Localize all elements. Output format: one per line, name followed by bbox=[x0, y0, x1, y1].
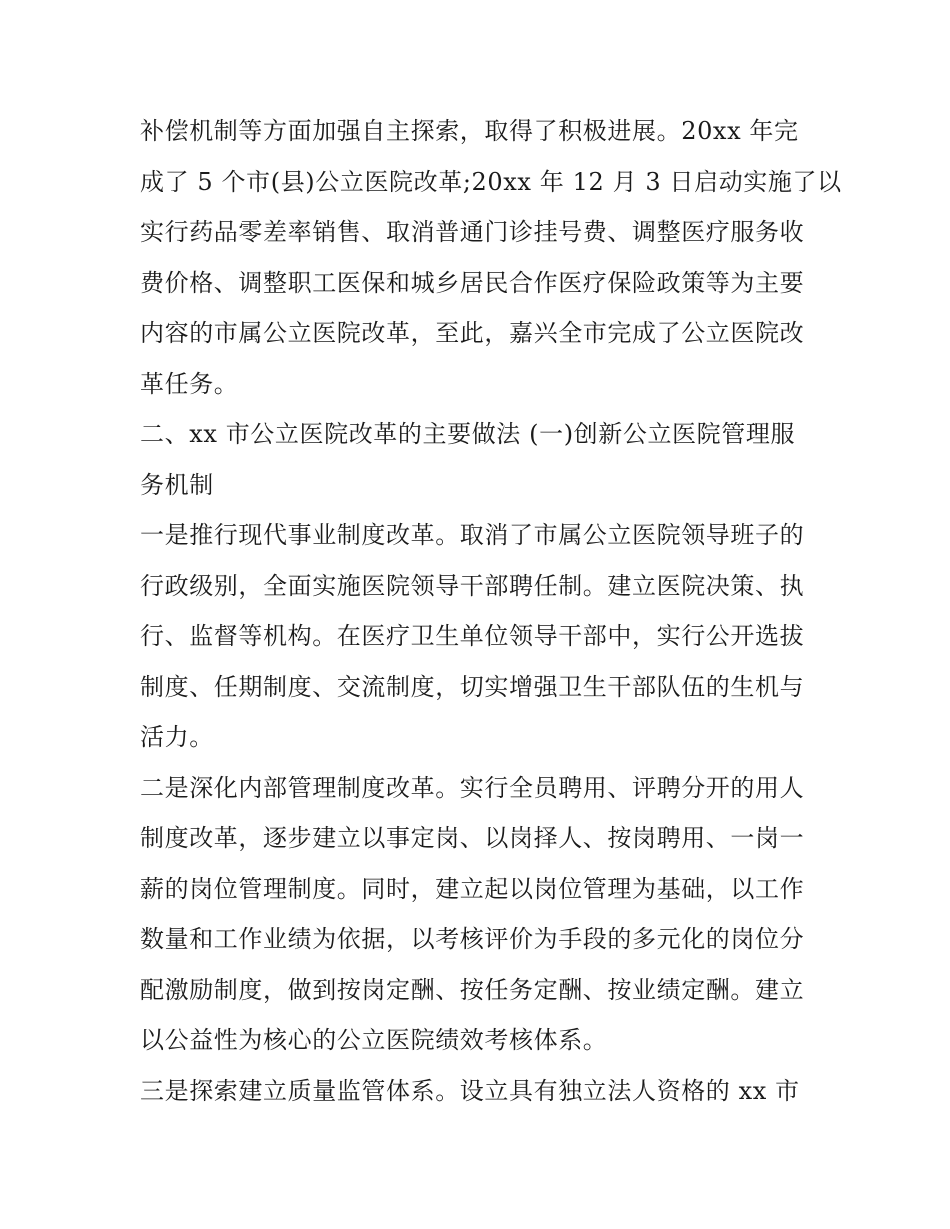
text-line: 行、监督等机构。在医疗卫生单位领导干部中，实行公开选拔 bbox=[140, 622, 805, 650]
text-line: 制度改革，逐步建立以事定岗、以岗择人、按岗聘用、一岗一 bbox=[140, 824, 805, 852]
text-line: 二是深化内部管理制度改革。实行全员聘用、评聘分开的用人 bbox=[140, 773, 805, 802]
text-line: 薪的岗位管理制度。同时，建立起以岗位管理为基础，以工作 bbox=[140, 874, 805, 903]
section-heading-line: 务机制 bbox=[140, 470, 214, 499]
text-line: 革任务。 bbox=[140, 369, 239, 398]
text-line: 费价格、调整职工医保和城乡居民合作医疗保险政策等为主要 bbox=[140, 268, 805, 297]
section-heading-line: 二、xx 市公立医院改革的主要做法 (一)创新公立医院管理服 bbox=[140, 420, 796, 448]
text-line: 行政级别，全面实施医院领导干部聘任制。建立医院决策、执 bbox=[140, 571, 805, 600]
text-line: 制度、任期制度、交流制度，切实增强卫生干部队伍的生机与 bbox=[140, 672, 805, 701]
text-line: 成了 5 个市(县)公立医院改革;20xx 年 12 月 3 日启动实施了以 bbox=[140, 167, 842, 196]
text-line: 数量和工作业绩为依据，以考核评价为手段的多元化的岗位分 bbox=[140, 925, 805, 953]
document-body bbox=[140, 106, 842, 1116]
text-line: 三是探索建立质量监管体系。设立具有独立法人资格的 xx 市 bbox=[140, 1076, 800, 1105]
text-line: 配激励制度，做到按岗定酬、按任务定酬、按业绩定酬。建立 bbox=[140, 975, 805, 1004]
text-line: 实行药品零差率销售、取消普通门诊挂号费、调整医疗服务收 bbox=[140, 218, 805, 246]
text-line: 一是推行现代事业制度改革。取消了市属公立医院领导班子的 bbox=[140, 521, 805, 549]
text-line: 以公益性为核心的公立医院绩效考核体系。 bbox=[140, 1026, 608, 1054]
text-line: 内容的市属公立医院改革，至此，嘉兴全市完成了公立医院改 bbox=[140, 319, 805, 347]
text-line: 活力。 bbox=[140, 723, 214, 751]
text-line: 补偿机制等方面加强自主探索，取得了积极进展。20xx 年完 bbox=[140, 117, 799, 145]
